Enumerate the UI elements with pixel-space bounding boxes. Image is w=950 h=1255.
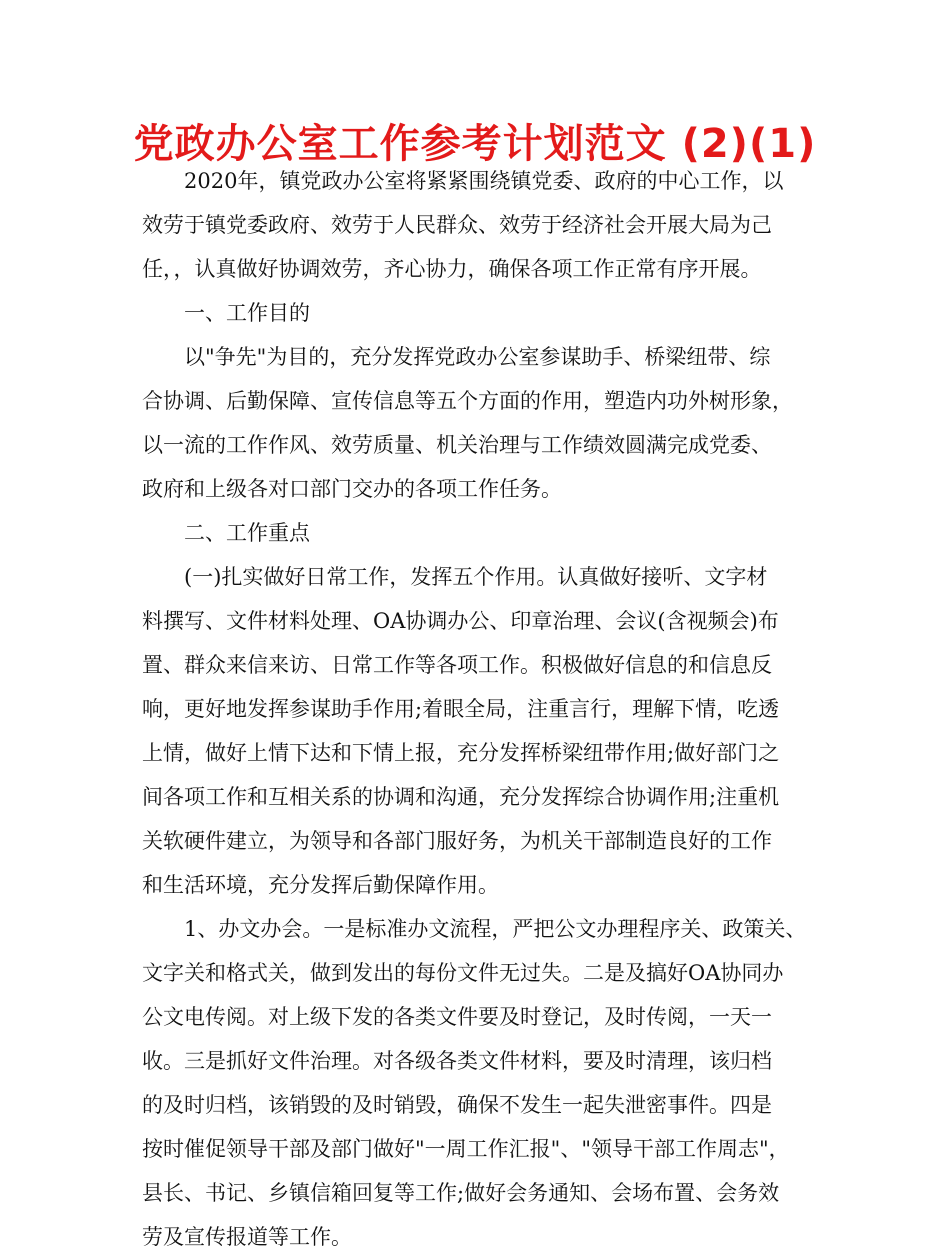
paragraph-line: 效劳于镇党委政府、效劳于人民群众、效劳于经济社会开展大局为己 (142, 213, 772, 237)
paragraph-line: 响，更好地发挥参谋助手作用;着眼全局，注重言行，理解下情，吃透 (142, 697, 780, 721)
paragraph-line: 劳及宣传报道等工作。 (142, 1225, 352, 1249)
paragraph-line: 任，，认真做好协调效劳，齐心协力，确保各项工作正常有序开展。 (142, 257, 762, 281)
paragraph-line: 文字关和格式关，做到发出的每份文件无过失。二是及搞好OA协同办 (142, 961, 784, 985)
paragraph-line: 合协调、后勤保障、宣传信息等五个方面的作用，塑造内功外树形象， (142, 389, 793, 413)
paragraph-line: (一)扎实做好日常工作，发挥五个作用。认真做好接听、文字材 (184, 565, 768, 589)
document-title: 党政办公室工作参考计划范文 (2)(1) (133, 121, 817, 167)
paragraph-line: 间各项工作和互相关系的协调和沟通，充分发挥综合协调作用;注重机 (142, 785, 780, 809)
paragraph-line: 收。三是抓好文件治理。对各级各类文件材料，要及时清理，该归档 (142, 1049, 772, 1073)
document-body (142, 164, 812, 1255)
paragraph-line: 政府和上级各对口部门交办的各项工作任务。 (142, 477, 562, 501)
paragraph-line: 县长、书记、乡镇信箱回复等工作;做好会务通知、会场布置、会务效 (142, 1181, 780, 1205)
paragraph-line: 以"争先"为目的，充分发挥党政办公室参谋助手、桥梁纽带、综 (184, 345, 771, 369)
paragraph-line: 和生活环境，充分发挥后勤保障作用。 (142, 873, 499, 897)
paragraph-line: 以一流的工作作风、效劳质量、机关治理与工作绩效圆满完成党委、 (142, 433, 772, 457)
paragraph-line: 关软硬件建立，为领导和各部门服好务，为机关干部制造良好的工作 (142, 829, 772, 853)
paragraph-line: 2020年，镇党政办公室将紧紧围绕镇党委、政府的中心工作，以 (184, 169, 784, 193)
paragraph-line: 置、群众来信来访、日常工作等各项工作。积极做好信息的和信息反 (142, 653, 772, 677)
paragraph-line: 料撰写、文件材料处理、OA协调办公、印章治理、会议(含视频会)布 (142, 609, 779, 633)
paragraph-line: 1、办文办会。一是标准办文流程，严把公文办理程序关、政策关、 (184, 917, 807, 941)
paragraph-line: 公文电传阅。对上级下发的各类文件要及时登记，及时传阅，一天一 (142, 1005, 772, 1029)
paragraph-line: 的及时归档，该销毁的及时销毁，确保不发生一起失泄密事件。四是 (142, 1093, 772, 1117)
paragraph-line: 按时催促领导干部及部门做好"一周工作汇报"、"领导干部工作周志"， (142, 1137, 790, 1161)
section-heading: 一、工作目的 (184, 301, 310, 325)
paragraph-line: 上情，做好上情下达和下情上报，充分发挥桥梁纽带作用;做好部门之 (142, 741, 780, 765)
section-heading: 二、工作重点 (184, 521, 310, 545)
